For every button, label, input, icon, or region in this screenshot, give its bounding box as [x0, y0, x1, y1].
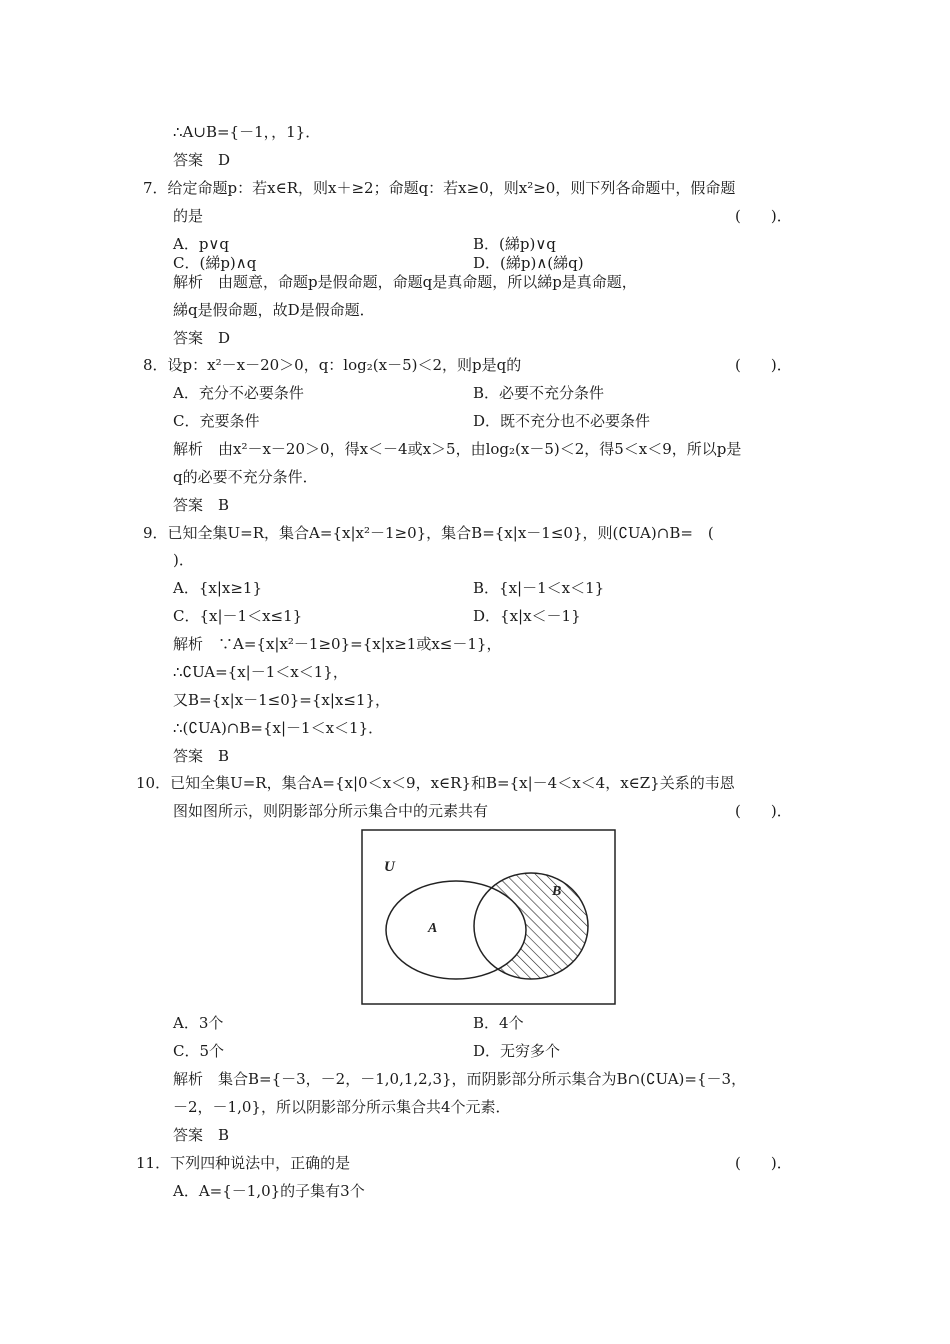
- solution-line: ∴(∁UA)∩B={x|－1＜x＜1}．: [173, 719, 384, 737]
- solution-line: ∴∁UA={x|－1＜x＜1}，: [173, 663, 348, 681]
- solution-line: 解析 由题意，命题p是假命题，命题q是真命题，所以綈p是真命题，: [173, 273, 637, 291]
- option-c: C．充要条件: [173, 412, 260, 430]
- solution-line: 綈q是假命题，故D是假命题．: [173, 301, 375, 319]
- option-b: B．4个: [473, 1014, 524, 1032]
- option-d: D．(綈p)∧(綈q): [473, 254, 584, 272]
- option-c: C．{x|－1＜x≤1}: [173, 607, 303, 625]
- option-a: A．A={－1,0}的子集有3个: [173, 1182, 365, 1200]
- option-d: D．无穷多个: [473, 1042, 561, 1060]
- solution-line: q的必要不充分条件．: [173, 468, 318, 486]
- question-7-stem-cont: 的是: [173, 207, 204, 225]
- option-b: B．(綈p)∨q: [473, 235, 556, 253]
- solution-line: －2，－1,0}，所以阴影部分所示集合共4个元素．: [173, 1098, 511, 1116]
- answer-line: 答案 B: [173, 747, 230, 765]
- question-7-stem: 7．给定命题p：若x∈R，则x＋≥2；命题q：若x≥0，则x²≥0，则下列各命题中，假命题: [143, 179, 736, 197]
- option-d: D．既不充分也不必要条件: [473, 412, 651, 430]
- solution-line: 解析 由x²－x－20＞0，得x＜－4或x＞5，由log₂(x－5)＜2，得5＜x＜9，所以p是: [173, 440, 742, 458]
- text-line: ∴A∪B={－1，，1}．: [173, 123, 321, 141]
- question-11-stem: 11．下列四种说法中，正确的是: [136, 1154, 351, 1172]
- solution-line: 解析 集合B={－3，－2，－1,0,1,2,3}，而阴影部分所示集合为B∩(∁UA)={－3，: [173, 1070, 747, 1088]
- venn-diagram: [361, 829, 616, 1005]
- answer-blank: ( )．: [735, 207, 792, 225]
- option-a: A．充分不必要条件: [173, 384, 304, 402]
- label-a: A: [428, 921, 438, 936]
- answer-line: 答案 D: [173, 329, 231, 347]
- question-9-stem: 9．已知全集U=R，集合A={x|x²－1≥0}，集合B={x|x－1≤0}，则(∁UA)∩B= (: [143, 524, 714, 542]
- answer-blank: ( )．: [735, 802, 792, 820]
- option-d: D．{x|x＜－1}: [473, 607, 581, 625]
- option-a: A．p∨q: [173, 235, 230, 253]
- question-10-stem-cont: 图如图所示，则阴影部分所示集合中的元素共有: [173, 802, 489, 820]
- solution-line: 解析 ∵A={x|x²－1≥0}={x|x≥1或x≤－1}，: [173, 635, 502, 653]
- answer-line: 答案 B: [173, 1126, 230, 1144]
- option-c: C．(綈p)∧q: [173, 254, 257, 272]
- answer-blank: ( )．: [735, 356, 792, 374]
- answer-blank: ( )．: [735, 1154, 792, 1172]
- question-9-stem-cont: )．: [173, 551, 194, 569]
- option-b: B．{x|－1＜x＜1}: [473, 579, 605, 597]
- label-u: U: [384, 859, 395, 875]
- option-b: B．必要不充分条件: [473, 384, 605, 402]
- solution-line: 又B={x|x－1≤0}={x|x≤1}，: [173, 691, 391, 709]
- option-a: A．3个: [173, 1014, 224, 1032]
- label-b: B: [552, 884, 562, 899]
- option-a: A．{x|x≥1}: [173, 579, 263, 597]
- option-c: C．5个: [173, 1042, 225, 1060]
- answer-line: 答案 D: [173, 151, 231, 169]
- question-8-stem: 8．设p：x²－x－20＞0，q：log₂(x－5)＜2，则p是q的: [143, 356, 522, 374]
- question-10-stem: 10．已知全集U=R，集合A={x|0＜x＜9，x∈R}和B={x|－4＜x＜4，x∈Z}关系的韦恩: [136, 774, 735, 792]
- answer-line: 答案 B: [173, 496, 230, 514]
